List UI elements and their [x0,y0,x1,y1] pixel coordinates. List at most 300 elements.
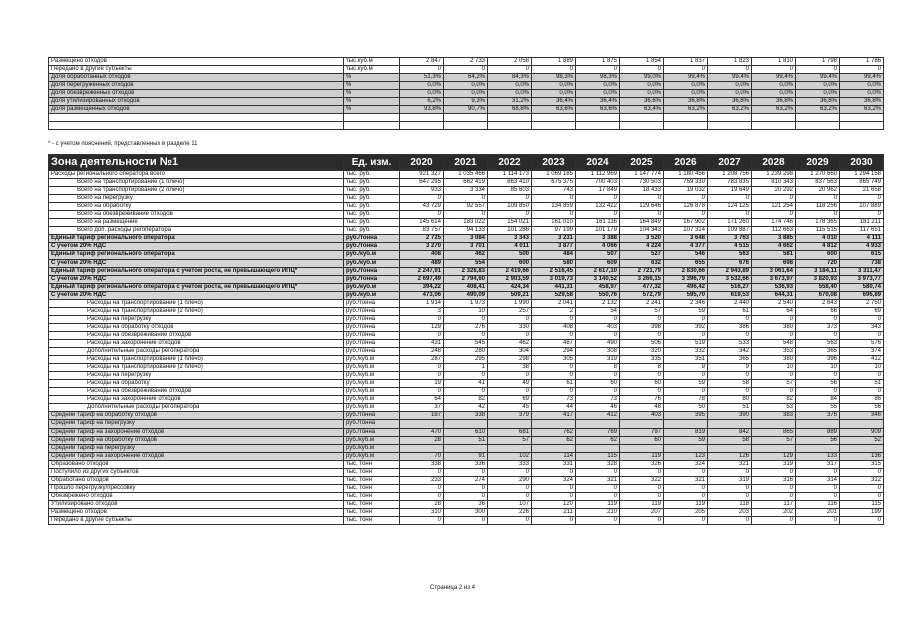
table-cell: 0 [400,195,444,203]
table-cell: 2 346 [664,299,708,307]
table-cell: 36,6% [620,98,664,106]
table-cell: 0 [796,484,840,492]
table-cell: 600 [796,251,840,259]
row-unit: тыс. руб. [344,171,400,179]
row-label: Доля обезвреженных отходов [49,90,344,98]
table-cell: 0 [532,517,576,525]
table-cell: 0 [400,66,444,74]
table-cell: 280 [444,348,488,356]
table-cell: 572,79 [620,291,664,299]
table-cell: 338 [444,412,488,420]
table-cell: 0 [576,388,620,396]
table-cell: 759 330 [664,179,708,187]
table-cell: 0 [840,195,884,203]
table-cell: 0 [752,372,796,380]
table-cell: 0 [444,66,488,74]
table-cell: 64 [400,396,444,404]
table-row [49,484,884,492]
table-cell: 3 520 [620,235,664,243]
table-cell: 20 962 [796,187,840,195]
table-row [49,299,884,307]
table-cell: 0,0% [708,82,752,90]
table-cell [488,114,532,122]
table-cell: 477,32 [620,283,664,291]
table-cell: 2 247,91 [400,267,444,275]
table-row [49,122,884,130]
table-cell: 0 [444,211,488,219]
table-cell: 45 [488,404,532,412]
table-cell: 0 [796,195,840,203]
row-label: Всего на размещение [49,219,344,227]
table-cell: 117 651 [840,227,884,235]
table-cell: 76 [620,396,664,404]
table-cell [796,114,840,122]
table-cell [400,444,444,452]
table-cell: 644,31 [752,291,796,299]
table-cell: 3 701 [444,243,488,251]
table-cell: 42 [444,404,488,412]
table-cell: 0 [576,195,620,203]
table-cell: 1 270 660 [796,171,840,179]
table-cell [708,122,752,130]
table-cell: 98,3% [576,74,620,82]
table-cell: 0,0% [796,82,840,90]
table-cell: 342 [708,348,752,356]
table-cell: 1 889 [532,58,576,66]
table-cell: 61 [708,307,752,315]
table-cell: 0 [620,315,664,323]
table-cell [532,420,576,428]
table-cell: 226 [488,508,532,516]
table-cell: 124 125 [708,203,752,211]
row-unit: руб./тонна [344,323,400,331]
table-cell: 536,93 [752,283,796,291]
table-cell: 380 [752,323,796,331]
table-cell: 0 [796,211,840,219]
table-cell: 509,21 [488,291,532,299]
table-cell: 484 [532,251,576,259]
table-cell: 319 [752,460,796,468]
table-cell: 324 [664,460,708,468]
row-unit: тыс. руб. [344,187,400,195]
table-row [49,428,884,436]
table-row [49,508,884,516]
table-cell: 0,0% [840,90,884,98]
table-cell: 10 [444,307,488,315]
table-cell: 0 [444,195,488,203]
table-cell: 9 [708,364,752,372]
table-cell: 681 [488,428,532,436]
table-cell: 1 239 298 [752,171,796,179]
row-label: Передано в другие субъекты [49,517,344,525]
table-cell: 335 [620,356,664,364]
table-cell: 2 328,83 [444,267,488,275]
table-cell: 0 [664,388,708,396]
table-cell: 294 [532,348,576,356]
table-cell: 287 [400,356,444,364]
table-cell: 417 [532,412,576,420]
table-cell: 101 179 [576,227,620,235]
table-cell: 90,7% [444,106,488,114]
table-cell [708,420,752,428]
table-cell: 174 746 [752,219,796,227]
table-cell: 310 [400,508,444,516]
table-row [49,227,884,235]
table-cell: 298 [488,356,532,364]
table-cell: 317 [796,460,840,468]
table-cell: 2 540 [752,299,796,307]
table-cell: 2 733 [444,58,488,66]
table-cell: 36,8% [840,98,884,106]
table-cell: 70 [400,452,444,460]
table-cell: 546 [664,251,708,259]
table-cell: 36,4% [532,98,576,106]
table-row [49,235,884,243]
table-cell: 69 [840,307,884,315]
table-cell: 83 757 [400,227,444,235]
table-cell: 533 [708,339,752,347]
table-cell: 50 [664,404,708,412]
row-unit: % [344,90,400,98]
table-cell: 0 [532,195,576,203]
table-cell: 336 [444,460,488,468]
table-row [49,492,884,500]
table-row [49,388,884,396]
table-row [49,58,884,66]
table-row [49,179,884,187]
table-cell: 28 [400,436,444,444]
table-row [49,460,884,468]
table-cell: 37 [400,404,444,412]
table-row [49,452,884,460]
table-cell: 3 343 [488,235,532,243]
table-cell: 1 854 [620,58,664,66]
table-cell: 610 [444,428,488,436]
row-label: Средний тариф на захоронение отходов [49,428,344,436]
table-cell: 632 [620,259,664,267]
table-cell: 3 334 [444,187,488,195]
table-cell: 276 [444,323,488,331]
table-cell: 2 721,79 [620,267,664,275]
table-row [49,90,884,98]
table-cell: 3 648 [664,235,708,243]
table-cell: 865 749 [840,179,884,187]
table-cell: 0 [708,468,752,476]
table-cell: 0 [708,492,752,500]
table-cell: 2 058 [488,58,532,66]
table-cell [708,444,752,452]
table-cell: 321 [664,476,708,484]
year-header: 2029 [796,155,840,171]
table-cell: 3 532,66 [708,275,752,283]
table-cell: 0 [444,331,488,339]
table-cell: 63,2% [664,106,708,114]
row-label: Единый тариф регионального оператора с учетом роста, не превышающего ИПЦ* [49,283,344,291]
table-cell: 0 [400,492,444,500]
table-cell: 576 [840,339,884,347]
row-unit: руб./куб.м [344,452,400,460]
zone-table-header [49,155,884,171]
table-cell: 4 515 [708,243,752,251]
table-cell: 21 658 [840,187,884,195]
row-label: Обезврежено отходов [49,492,344,500]
table-cell: 3 973,77 [840,275,884,283]
table-cell: 4 066 [576,243,620,251]
table-cell: 167 902 [664,219,708,227]
table-cell: 0 [400,364,444,372]
year-header: 2021 [444,155,488,171]
table-cell: 19 032 [664,187,708,195]
table-row [49,517,884,525]
table-cell: 0 [708,195,752,203]
table-cell: 0 [620,331,664,339]
table-cell: 676 [708,259,752,267]
table-cell: 0 [708,484,752,492]
table-cell: 20 292 [752,187,796,195]
table-cell: 133 [796,452,840,460]
table-cell: 670,08 [796,291,840,299]
row-unit: тыс. тонн [344,500,400,508]
row-label: Средний тариф на обработку отходов [49,412,344,420]
row-label: Дополнительные расходы регоператора [49,348,344,356]
table-cell: 55 [796,404,840,412]
table-cell: 343 [840,323,884,331]
table-cell: 187 [400,412,444,420]
table-cell: 63,2% [840,106,884,114]
table-cell: 0 [576,331,620,339]
row-label: Расходы на перегрузку [49,372,344,380]
table-cell: 2 697,49 [400,275,444,283]
row-label: Доля утилизированных отходов [49,98,344,106]
row-label: Доля обработанных отходов [49,74,344,82]
table-row [49,82,884,90]
table-cell: 0 [708,517,752,525]
table-cell [840,420,884,428]
row-label: Единый тариф регионального оператора с учетом роста, не превышающего ИПЦ* [49,267,344,275]
table-cell: 1 147 774 [620,171,664,179]
table-cell: 595,70 [664,291,708,299]
table-cell [752,420,796,428]
table-cell: 8 [620,364,664,372]
table-cell: 86 [840,396,884,404]
table-cell: 0 [664,517,708,525]
table-cell: 161 010 [532,219,576,227]
table-cell: 0 [752,315,796,323]
table-cell: 3 [400,307,444,315]
table-cell: 473,06 [400,291,444,299]
table-cell: 104 343 [620,227,664,235]
table-cell: 78 [664,396,708,404]
row-label: Расходы на захоронение отходов [49,339,344,347]
table-cell: 527 [620,251,664,259]
table-row [49,348,884,356]
table-cell: 3 311,47 [840,267,884,275]
table-cell [532,122,576,130]
top-table [48,57,884,130]
row-unit: руб./тонна [344,243,400,251]
table-cell: 0 [400,388,444,396]
table-row [49,331,884,339]
table-cell: 171 260 [708,219,752,227]
table-cell: 0 [532,211,576,219]
table-row [49,74,884,82]
table-cell: 4 111 [840,235,884,243]
table-cell: 99,0% [620,74,664,82]
row-unit: тыс. руб. [344,219,400,227]
row-unit: тыс.куб.м [344,66,400,74]
row-label: Образовано отходов [49,460,344,468]
table-row [49,500,884,508]
table-cell: 85 603 [488,187,532,195]
row-label: Передано в другие субъекты [49,66,344,74]
table-cell: 462 [444,251,488,259]
table-cell: 0 [576,372,620,380]
table-cell [664,420,708,428]
table-cell: 0 [444,315,488,323]
table-cell: 102 [488,452,532,460]
table-cell: 51 [708,404,752,412]
table-cell: 0 [840,468,884,476]
table-cell: 762 [532,428,576,436]
table-cell: 0,0% [752,82,796,90]
table-cell: 0 [796,315,840,323]
table-cell: 117 [752,500,796,508]
table-cell: 51 [840,380,884,388]
table-cell: 320 [620,348,664,356]
table-cell: 315 [840,460,884,468]
table-cell: 2 516,45 [532,267,576,275]
table-cell: 109 887 [708,227,752,235]
table-cell: 1 180 456 [664,171,708,179]
table-cell: 550,76 [576,291,620,299]
row-unit [344,114,400,122]
table-cell: 60 [620,380,664,388]
row-unit: руб./куб.м [344,259,400,267]
table-cell: 0 [840,211,884,219]
table-cell: 506 [620,339,664,347]
table-cell: 3 763 [708,235,752,243]
table-cell: 0,0% [400,90,444,98]
table-cell: 563 [796,339,840,347]
table-row [49,444,884,452]
table-cell: 0 [400,372,444,380]
table-cell: 489 [400,259,444,267]
table-cell: 119 [576,500,620,508]
table-cell [840,114,884,122]
row-label [49,122,344,130]
table-cell: 797 [620,428,664,436]
row-label: Всего на транспортирование (1 плечо) [49,179,344,187]
row-label: Размещено отходов [49,58,344,66]
table-cell: 0 [444,492,488,500]
table-cell: 2 617,10 [576,267,620,275]
row-label: Расходы на обезвреживание отходов [49,388,344,396]
table-cell: 56 [796,436,840,444]
table-cell: 0 [752,388,796,396]
table-cell: 0 [840,331,884,339]
table-cell: 609 [576,259,620,267]
table-cell: 59 [664,307,708,315]
table-cell: 54 [576,307,620,315]
table-cell: 0 [576,492,620,500]
table-cell: 374 [840,348,884,356]
table-cell: 783 835 [708,179,752,187]
table-cell: 0,0% [752,90,796,98]
table-row [49,291,884,299]
table-cell: 696,89 [840,291,884,299]
table-cell: 107 [488,500,532,508]
table-cell: 373 [796,323,840,331]
table-cell [532,114,576,122]
table-cell: 44 [532,404,576,412]
table-cell: 0 [708,315,752,323]
table-cell: 60 [576,380,620,388]
table-cell: 58 [708,436,752,444]
table-cell: 80 [708,396,752,404]
table-cell: 3 885 [752,235,796,243]
table-cell: 101 288 [488,227,532,235]
table-cell: 18 433 [620,187,664,195]
table-cell: 330 [488,323,532,331]
table-row [49,364,884,372]
row-label: С учетом 20% НДС [49,291,344,299]
table-cell: 99,4% [840,74,884,82]
table-cell: 324 [532,476,576,484]
table-cell [620,122,664,130]
row-label: Расходы на транспортирование (1 плечо) [49,299,344,307]
table-cell: 4 224 [620,243,664,251]
table-cell [752,114,796,122]
table-cell: 395 [664,412,708,420]
table-row [49,267,884,275]
table-cell: 351 [664,356,708,364]
table-row [49,436,884,444]
table-cell [576,444,620,452]
table-cell: 412 [576,412,620,420]
row-label: Доля перегруженных отходов [49,82,344,90]
table-cell [532,444,576,452]
table-cell: 62 [576,436,620,444]
table-cell: 73 [532,396,576,404]
table-cell: 115 [840,500,884,508]
table-cell: 328 [576,460,620,468]
table-cell: 0 [620,468,664,476]
table-cell: 57 [752,380,796,388]
table-cell: 0 [576,484,620,492]
table-cell: 0,0% [488,90,532,98]
row-unit: руб./куб.м [344,380,400,388]
table-cell: 619,53 [708,291,752,299]
table-cell: 57 [620,307,664,315]
table-cell: 64 [752,307,796,315]
table-cell: 19 649 [708,187,752,195]
table-cell: 0 [576,66,620,74]
table-cell: 300 [444,508,488,516]
row-label: Дополнительные расходы регоператора [49,404,344,412]
table-cell: 64,2% [444,74,488,82]
year-header: 2025 [620,155,664,171]
table-cell: 326 [620,460,664,468]
table-cell: 73 [576,396,620,404]
table-cell: 3 388 [576,235,620,243]
row-unit: тыс. руб. [344,179,400,187]
table-cell: 0 [796,492,840,500]
table-cell: 0 [796,468,840,476]
table-cell: 210 [576,508,620,516]
table-row [49,468,884,476]
table-cell: 0 [532,388,576,396]
table-cell: 0 [488,517,532,525]
